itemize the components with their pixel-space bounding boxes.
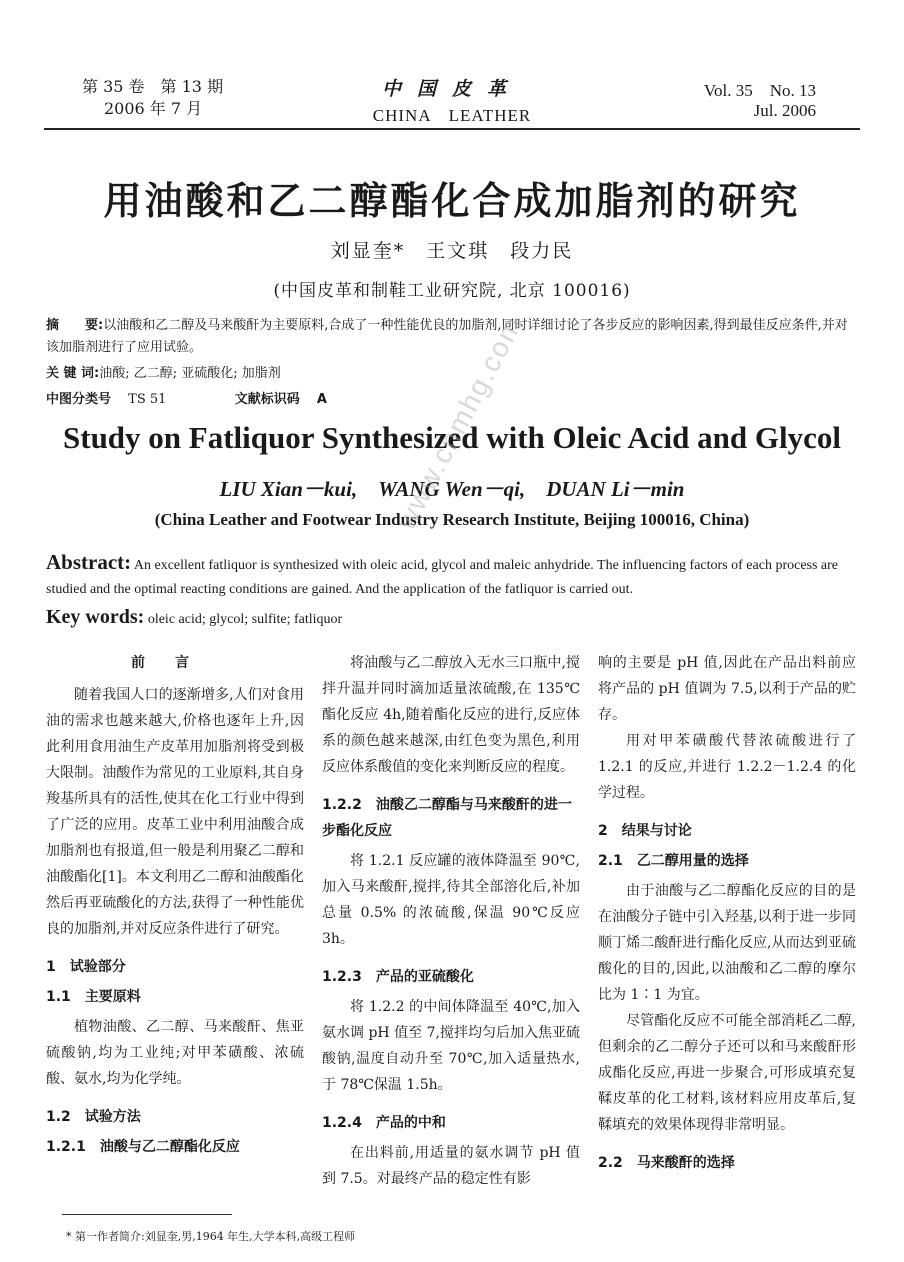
section-1-2-4-continued: 响的主要是 pH 值,因此在产品出料前应将产品的 pH 值调为 7.5,以利于产品的贮存。 <box>598 655 856 723</box>
doc-code-label: 文献标识码 <box>234 392 300 407</box>
keywords-en-label: Key words: <box>46 606 145 628</box>
section-1-2-1-heading: 1.2.1 油酸与乙二醇酯化反应 <box>46 1139 240 1155</box>
abstract-cn-text: 以油酸和乙二醇及马来酸酐为主要原料,合成了一种性能优良的加脂剂,同时详细讨论了各步反应的影响因素,得到最佳反应条件,并对该加脂剂进行了应用试验。 <box>46 318 848 355</box>
section-1-2-4-heading: 1.2.4 产品的中和 <box>322 1115 446 1131</box>
keywords-cn-label: 关 键 词: <box>46 366 100 381</box>
keywords-cn <box>46 362 281 381</box>
section-1-1-paragraph: 植物油酸、乙二醇、马来酸酐、焦亚硫酸钠,均为工业纯;对甲苯磺酸、浓硫酸、氨水,均为化学纯。 <box>46 1019 304 1087</box>
volume-issue-en: Vol. 35 No. 13 <box>703 81 816 100</box>
keywords-en-text: oleic acid; glycol; sulfite; fatliquor <box>147 612 343 627</box>
section-intro-heading: 前言 <box>131 655 219 671</box>
abstract-cn <box>46 315 854 359</box>
date-en: Jul. 2006 <box>753 101 816 120</box>
watermark: www.cnmhg.com <box>390 310 529 535</box>
section-1-2-2-paragraph: 将 1.2.1 反应罐的液体降温至 90℃,加入马来酸酐,搅拌,待其全部溶化后,补加总量 0.5% 的浓硫酸,保温 90℃反应 3h。 <box>322 853 580 947</box>
footnote-rule <box>62 1214 232 1215</box>
section-1-2-2-heading: 1.2.2 油酸乙二醇酯与马来酸酐的进一步酯化反应 <box>322 797 572 839</box>
title-cn: 用油酸和乙二醇酯化合成加脂剂的研究 <box>103 179 801 223</box>
section-1-heading: 1 试验部分 <box>46 959 126 975</box>
section-1-2-heading: 1.2 试验方法 <box>46 1109 141 1125</box>
date-cn: 2006 年 7 月 <box>104 99 203 118</box>
section-1-2-4-paragraph-2: 用对甲苯磺酸代替浓硫酸进行了 1.2.1 的反应,并进行 1.2.2－1.2.4 的化学过程。 <box>598 733 856 801</box>
body-column-1 <box>46 650 304 1164</box>
abstract-en <box>46 550 854 602</box>
classification <box>46 388 327 407</box>
section-2-1-paragraph-2: 尽管酯化反应不可能全部消耗乙二醇,但剩余的乙二醇分子还可以和马来酸酐形成酯化反应,再进一步聚合,可形成填充复鞣皮革的化工材料,该材料应用皮革后,复鞣填充的效果体现得非常明显。 <box>598 1013 856 1133</box>
body-column-2 <box>322 650 580 1192</box>
keywords-cn-text: 油酸; 乙二醇; 亚硫酸化; 加脂剂 <box>99 366 281 381</box>
section-2-2-heading: 2.2 马来酸酐的选择 <box>598 1155 735 1171</box>
classification-value: TS 51 <box>128 392 167 407</box>
section-2-heading: 2 结果与讨论 <box>598 823 692 839</box>
section-1-2-4-paragraph: 在出料前,用适量的氨水调节 pH 值到 7.5。对最终产品的稳定性有影 <box>322 1145 580 1187</box>
abstract-en-label: Abstract: <box>46 550 132 574</box>
authors-en: LIU Xian－kui, WANG Wen－qi, DUAN Li－min <box>219 477 685 501</box>
classification-label: 中图分类号 <box>46 392 112 407</box>
section-1-2-1-paragraph: 将油酸与乙二醇放入无水三口瓶中,搅拌升温并同时滴加适量浓硫酸,在 135℃酯化反应 4h,随着酯化反应的进行,反应体系的颜色越来越深,由红色变为黑色,利用反应体系酸值的变化来判断反应的程度。 <box>322 655 580 775</box>
abstract-cn-label: 摘 要: <box>46 318 104 333</box>
section-1-2-3-paragraph: 将 1.2.2 的中间体降温至 40℃,加入氨水调 pH 值至 7,搅拌均匀后加入焦亚硫酸钠,温度自动升至 70℃,加入适量热水,于 78℃保温 1.5h。 <box>322 999 580 1093</box>
footnote: * 第一作者简介:刘显奎,男,1964 年生,大学本科,高级工程师 <box>66 1230 356 1243</box>
doc-code-value: A <box>316 392 327 407</box>
title-en: Study on Fatliquor Synthesized with Oleic Acid and Glycol <box>63 420 841 455</box>
journal-name-cn: 中国皮革 <box>381 78 522 100</box>
body-column-3 <box>598 650 856 1180</box>
volume-issue-cn: 第 35 卷 第 13 期 <box>82 77 224 96</box>
abstract-en-text: An excellent fatliquor is synthesized with oleic acid, glycol and maleic anhydride. The influencing factors of each process are studied and the optimal reacting conditions are gained. And the application of the fatliquor is carried out. <box>46 558 839 597</box>
section-2-1-paragraph-1: 由于油酸与乙二醇酯化反应的目的是在油酸分子链中引入羟基,以利于进一步同顺丁烯二酸酐进行酯化反应,从而达到亚硫酸化的目的,因此,以油酸和乙二醇的摩尔比为 1∶1 为宜。 <box>598 883 856 1003</box>
affiliation-cn: (中国皮革和制鞋工业研究院, 北京 100016) <box>273 281 631 301</box>
section-2-1-heading: 2.1 乙二醇用量的选择 <box>598 853 749 869</box>
intro-paragraph: 随着我国人口的逐渐增多,人们对食用油的需求也越来越大,价格也逐年上升,因此利用食用油生产皮革用加脂剂将受到极大限制。油酸作为常见的工业原料,其自身羧基所具有的活性,使其在化工行业中得到了广泛的应用。皮革工业中利用油酸合成加脂剂也有报道,但一般是利用聚乙二醇和油酸酯化[1]。本文利用乙二醇和油酸酯化然后再亚硫酸化的方法,获得了一种性能优良的加脂剂,并对反应条件进行了研究。 <box>46 687 304 937</box>
section-1-2-3-heading: 1.2.3 产品的亚硫酸化 <box>322 969 474 985</box>
section-1-1-heading: 1.1 主要原料 <box>46 989 141 1005</box>
keywords-en <box>46 606 342 629</box>
authors-cn: 刘显奎* 王文琪 段力民 <box>330 240 574 262</box>
header-right <box>704 76 816 121</box>
journal-name-en: CHINA LEATHER <box>372 106 532 125</box>
affiliation-en: (China Leather and Footwear Industry Research Institute, Beijing 100016, China) <box>154 510 750 529</box>
header-rule <box>44 128 860 130</box>
